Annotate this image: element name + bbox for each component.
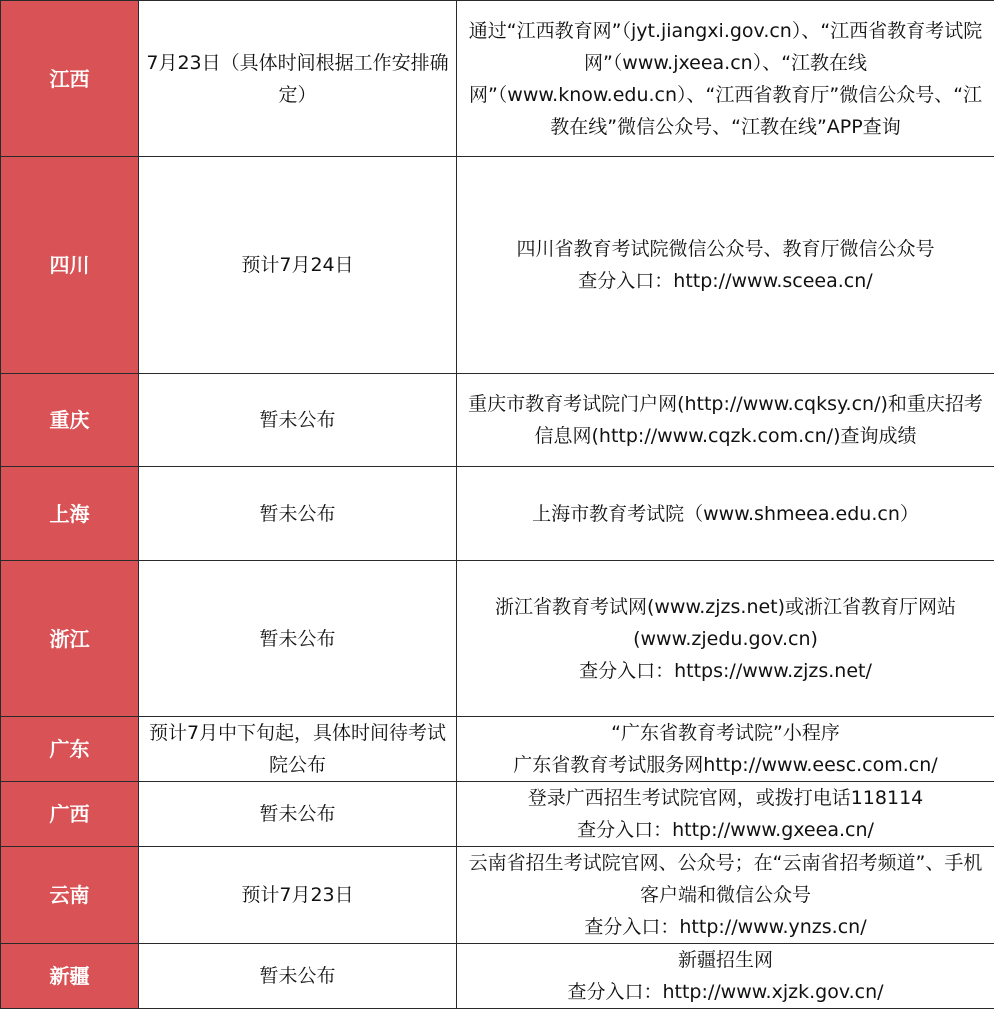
table-row [1, 944, 994, 1009]
query-method-text: 登录广西招生考试院官网，或拨打电话118114 [463, 782, 988, 814]
release-time-cell: 预计7月24日 [139, 157, 457, 374]
query-method-cell [457, 561, 994, 717]
release-time-cell: 暂未公布 [139, 944, 457, 1009]
release-time-cell: 暂未公布 [139, 467, 457, 561]
query-method-text: 上海市教育考试院（www.shmeea.edu.cn） [463, 498, 988, 530]
province-cell: 新疆 [1, 944, 139, 1009]
query-method-cell [457, 717, 994, 782]
table-row [1, 561, 994, 717]
table-row [1, 157, 994, 374]
table-row [1, 782, 994, 847]
query-method-cell [457, 847, 994, 944]
query-entry-link[interactable]: 查分入口：http://www.xjzk.gov.cn/ [463, 976, 988, 1008]
query-method-text: 云南省招生考试院官网、公众号；在“云南省招考频道”、手机客户端和微信公众号 [463, 847, 988, 911]
query-method-cell [457, 467, 994, 561]
query-method-text: 新疆招生网 [463, 944, 988, 976]
release-time-cell: 暂未公布 [139, 561, 457, 717]
table-row [1, 717, 994, 782]
query-entry-link[interactable]: 查分入口：http://www.gxeea.cn/ [463, 814, 988, 846]
release-time-cell: 预计7月中下旬起，具体时间待考试院公布 [139, 717, 457, 782]
table-body [1, 1, 994, 1009]
query-entry-link[interactable]: 查分入口：https://www.zjzs.net/ [463, 655, 988, 687]
query-method-cell [457, 1, 994, 157]
province-cell: 云南 [1, 847, 139, 944]
province-cell: 上海 [1, 467, 139, 561]
release-time-cell: 暂未公布 [139, 374, 457, 467]
query-method-cell [457, 157, 994, 374]
release-time-cell: 暂未公布 [139, 782, 457, 847]
province-cell: 广东 [1, 717, 139, 782]
query-method-text: 四川省教育考试院微信公众号、教育厅微信公众号 [463, 233, 988, 265]
table-row [1, 847, 994, 944]
query-method-cell [457, 374, 994, 467]
query-method-cell [457, 944, 994, 1009]
table-row [1, 467, 994, 561]
province-cell: 江西 [1, 1, 139, 157]
query-method-text: 重庆市教育考试院门户网(http://www.cqksy.cn/)和重庆招考信息网(http://www.cqzk.com.cn/)查询成绩 [463, 388, 988, 452]
table-row [1, 1, 994, 157]
province-cell: 重庆 [1, 374, 139, 467]
release-time-cell: 7月23日（具体时间根据工作安排确定） [139, 1, 457, 157]
province-cell: 四川 [1, 157, 139, 374]
province-cell: 广西 [1, 782, 139, 847]
query-method-cell [457, 782, 994, 847]
table-row [1, 374, 994, 467]
query-entry-link[interactable]: 广东省教育考试服务网http://www.eesc.com.cn/ [463, 749, 988, 781]
query-entry-link[interactable]: 查分入口：http://www.sceea.cn/ [463, 265, 988, 297]
province-cell: 浙江 [1, 561, 139, 717]
query-entry-link[interactable]: 查分入口：http://www.ynzs.cn/ [463, 911, 988, 943]
release-time-cell: 预计7月23日 [139, 847, 457, 944]
query-method-text: 浙江省教育考试网(www.zjzs.net)或浙江省教育厅网站(www.zjedu.gov.cn) [463, 591, 988, 655]
query-method-text: “广东省教育考试院”小程序 [463, 717, 988, 749]
query-method-text: 通过“江西教育网”（jyt.jiangxi.gov.cn）、“江西省教育考试院网”（www.jxeea.cn）、“江教在线网”（www.know.edu.cn）、“江西省教育厅”微信公众号、“江教在线”微信公众号、“江教在线”APP查询 [463, 15, 988, 143]
